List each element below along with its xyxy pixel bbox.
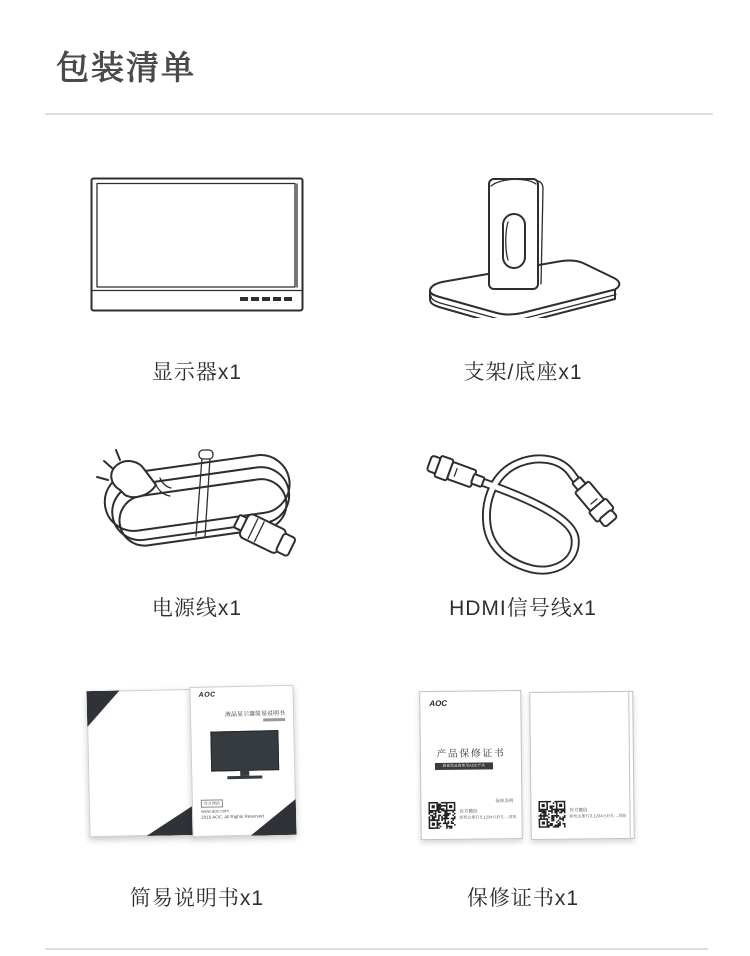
manual-cover-title: 液晶显示器简易说明书 <box>224 711 286 719</box>
manual-cover-page <box>189 685 296 837</box>
monitor-buttons <box>240 297 292 301</box>
monitor-illustration <box>90 177 304 312</box>
quick-guide-illustration <box>86 684 295 840</box>
aoc-logo: AOC <box>429 698 448 709</box>
card-edge-line <box>628 692 631 838</box>
item-label-warranty: 保修证书x1 <box>466 887 580 910</box>
divider-top <box>45 113 713 115</box>
qr-caption-2: 新机注册有礼1234元好礼→领取 <box>569 812 627 819</box>
corner-triangle <box>146 805 195 836</box>
manual-rights: 2019 AOC. All Rights Reserved <box>201 813 264 820</box>
page-title: 包装清单 <box>56 49 196 86</box>
warranty-note: 保修条例 <box>495 798 514 804</box>
aoc-logo: AOC <box>198 691 216 699</box>
power-connector <box>231 509 297 559</box>
mini-monitor-screen <box>210 730 279 771</box>
corner-triangle <box>86 690 120 727</box>
power-cable-illustration <box>86 440 310 572</box>
qr-code <box>428 802 455 829</box>
hdmi-cable-illustration <box>424 426 620 578</box>
divider-bottom <box>45 948 708 950</box>
stand-base-illustration <box>418 174 630 318</box>
item-label-hdmi-cable: HDMI信号线x1 <box>449 597 597 620</box>
item-label-monitor: 显示器x1 <box>151 361 243 384</box>
qr-caption-1: 官方微信 <box>569 807 588 813</box>
item-label-manual: 简易说明书x1 <box>129 887 265 910</box>
manual-model-bar <box>263 718 285 721</box>
mini-monitor-base <box>227 776 262 780</box>
warranty-illustration <box>419 689 635 843</box>
manual-cover-monitor-image <box>190 686 292 688</box>
hdmi-plug-left <box>426 453 487 493</box>
warranty-title: 产品保修证书 <box>436 748 506 760</box>
manual-site-url: www.aoc.com <box>200 808 229 814</box>
warranty-card-front <box>419 690 523 840</box>
item-label-stand: 支架/底座x1 <box>463 361 583 384</box>
qr-code <box>538 801 565 828</box>
warranty-card-back <box>529 691 635 840</box>
item-label-power-cable: 电源线x1 <box>151 597 243 620</box>
hdmi-plug-right <box>568 473 620 529</box>
qr-caption-1: 官方微信 <box>459 808 478 814</box>
warranty-banner: 感谢您选购使用AOC产品 <box>435 762 493 770</box>
manual-back-page <box>86 689 194 837</box>
manual-site-tag: 官方网站 <box>201 799 223 807</box>
qr-caption-2: 新机注册有礼1234元好礼→领取 <box>459 814 517 820</box>
